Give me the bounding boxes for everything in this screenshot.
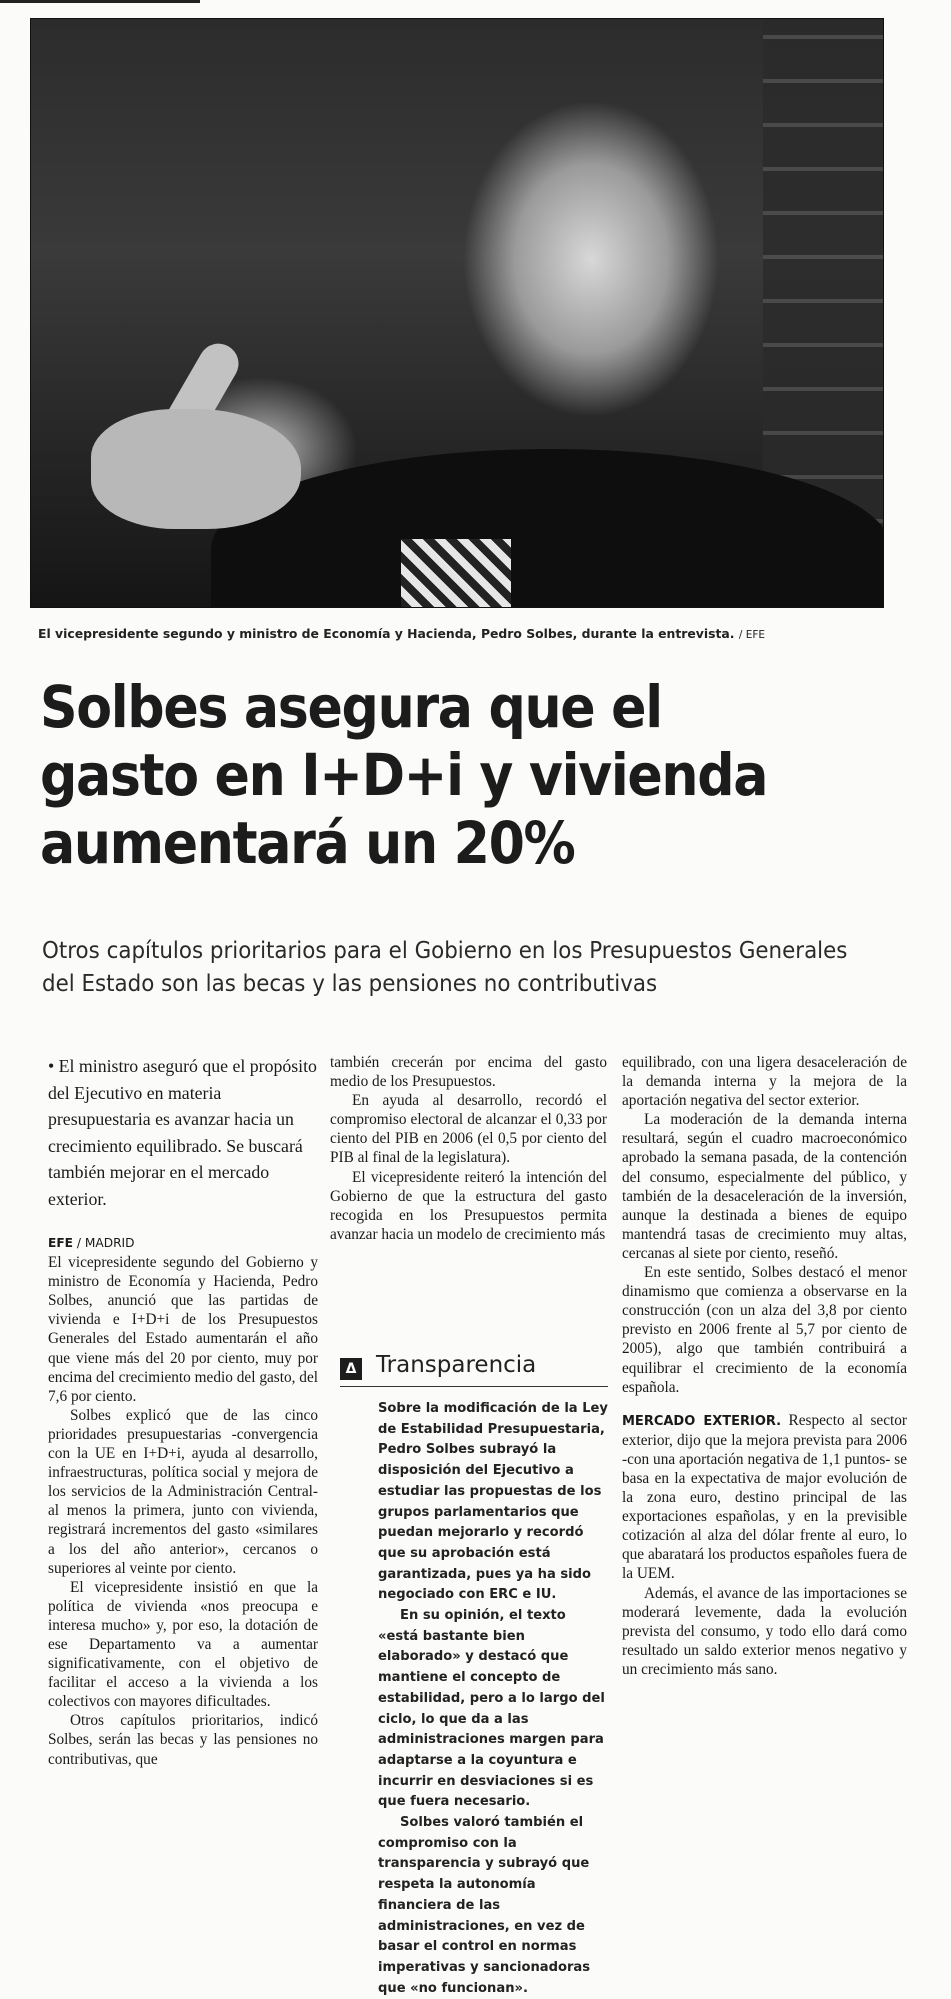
- dateline: [48, 1234, 318, 1253]
- section-paragraph: [622, 1411, 907, 1584]
- box-body: [340, 1399, 608, 1999]
- paragraph: también crecerán por encima del gasto medio de los Presupuestos.: [330, 1054, 607, 1091]
- lead-summary: • El ministro aseguró que el propósito del Ejecutivo en materia presupuestaria es avanzar hacia un crecimiento equilibrado. Se buscará también mejorar en el mercado exterior.: [48, 1056, 317, 1209]
- paragraph: Otros capítulos prioritarios, indicó Solbes, serán las becas y las pensiones no contributivas, que: [48, 1712, 318, 1768]
- top-rule: [0, 0, 200, 3]
- photo-hand: [91, 409, 301, 529]
- dateline-place: / MADRID: [76, 1236, 135, 1250]
- column-3: [622, 1053, 907, 1679]
- box-paragraph: Solbes valoró también el compromiso con la transparencia y subrayó que respeta la autonomía financiera de las administraciones, en vez de basar el control en normas imperativas y sancionadoras que «no funcionan».: [378, 1815, 591, 1996]
- paragraph: Además, el avance de las importaciones se moderará levemente, dada la evolución prevista del consumo, y todo ello dará como resultado un saldo exterior menos negativo y un crecimiento más sano.: [622, 1584, 907, 1678]
- paragraph: equilibrado, con una ligera desaceleración de la demanda interna y la mejora de la aportación negativa del sector exterior.: [622, 1054, 907, 1110]
- dateline-agency: EFE: [48, 1236, 73, 1250]
- paragraph: La moderación de la demanda interna resultará, según el cuadro macroeconómico aprobado la semana pasada, de la contención del consumo, especialmente del público, y también de la desaceleración de la inversión, aunque la destinada a bienes de equipo mantendrá tasas de crecimiento muy altas, cercanas al siete por ciento, reseñó.: [622, 1111, 907, 1262]
- spacer: [622, 1397, 907, 1411]
- box-title: Transparencia: [376, 1352, 537, 1378]
- photo-tie: [401, 539, 511, 608]
- paragraph: El vicepresidente segundo del Gobierno y ministro de Economía y Hacienda, Pedro Solbes, anunció que las partidas de vivienda e I+D+i de los Presupuestos Generales del Estado aumentarán el año que viene más del 20 por ciento, muy por encima del crecimiento medio del gasto, del 7,6 por ciento.: [48, 1254, 318, 1405]
- box-paragraph: En su opinión, el texto «está bastante bien elaborado» y destacó que mantiene el concepto de estabilidad, pero a lo largo del ciclo, lo que da a las administraciones margen para adaptarse a la coyuntura e incurrir en desviaciones si es que fuera necesario.: [378, 1608, 605, 1810]
- caption-credit: / EFE: [738, 629, 765, 641]
- photo-caption: [38, 626, 898, 641]
- sidebar-box: [340, 1350, 608, 1999]
- paragraph: En este sentido, Solbes destacó el menor dinamismo que comienza a observarse en la construcción (con un alza del 3,8 por ciento previsto en 2006 frente al 5,7 por ciento de 2005), algo que también contribuirá a equilibrar el crecimiento de la economía española.: [622, 1264, 907, 1396]
- column-2: [330, 1053, 607, 1244]
- section-text: Respecto al sector exterior, dijo que la mejora prevista para 2006 -con una aportación negativa de 1,1 puntos- se basa en la expectativa de major evolución de la zona euro, destino principal de las exportaciones españolas, y en la previsible cotización al alza del dólar frente al euro, lo que abaratará los productos españoles fuera de la UEM.: [622, 1411, 907, 1583]
- paragraph: En ayuda al desarrollo, recordó el compromiso electoral de alcanzar el 0,33 por ciento del PIB en 2006 (el 0,5 por ciento del PIB al final de la legislatura).: [330, 1092, 607, 1167]
- paragraph: El vicepresidente insistió en que la política de vivienda «nos preocupa e interesa mucho» y, por eso, la dotación de ese Departamento va a aumentar significativamente, con el objetivo de facilitar el acceso a la vivienda a los colectivos con mayores dificultades.: [48, 1578, 318, 1711]
- delta-icon: Δ: [340, 1358, 362, 1380]
- column-1: [48, 1053, 318, 1769]
- paragraph: El vicepresidente reiteró la intención del Gobierno de que la estructura del gasto recogida en los Presupuestos permita avanzar hacia un modelo de crecimiento más: [330, 1168, 607, 1243]
- section-heading: MERCADO EXTERIOR.: [622, 1413, 782, 1429]
- box-paragraph: Sobre la modificación de la Ley de Estabilidad Presupuestaria, Pedro Solbes subrayó la disposición del Ejecutivo a estudiar las propuestas de los grupos parlamentarios que puedan mejorarlo y recordó que su aprobación está garantizada, pues ya ha sido negociado con ERC e IU.: [378, 1401, 608, 1603]
- paragraph: Solbes explicó que de las cinco prioridades presupuestarias -convergencia con la UE en I+D+i, ayuda al desarrollo, infraestructuras, política social y mejora de los servicios de la Administración Central- al menos la primera, junto con vivienda, registrará incrementos del gasto «similares a los del año anterior», cercanos o superiores al veinte por ciento.: [48, 1406, 318, 1577]
- headline: Solbes asegura que el gasto en I+D+i y vivienda aumentará un 20%: [40, 673, 768, 877]
- box-header: [340, 1350, 608, 1387]
- news-photo: [30, 18, 884, 608]
- subheadline: Otros capítulos prioritarios para el Gobierno en los Presupuestos Generales del Estado son las becas y las pensiones no contributivas: [42, 938, 848, 997]
- caption-text: El vicepresidente segundo y ministro de Economía y Hacienda, Pedro Solbes, durante la entrevista.: [38, 626, 735, 641]
